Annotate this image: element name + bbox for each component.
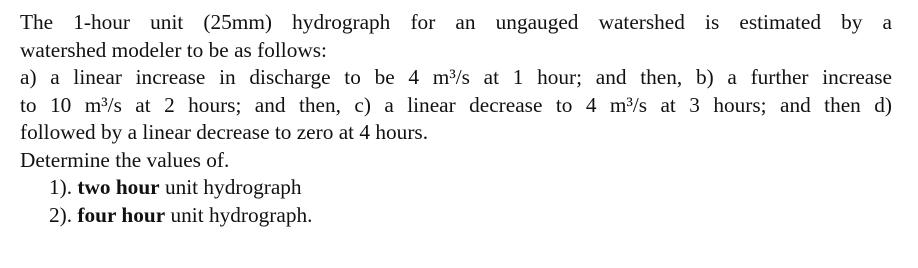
list-item-number: 2). xyxy=(49,202,78,227)
question-list xyxy=(20,174,892,229)
intro-line-2: watershed modeler to be as follows: xyxy=(20,37,327,62)
list-item xyxy=(20,174,892,202)
list-item xyxy=(20,202,892,230)
intro-paragraph xyxy=(20,9,892,174)
conditions-line-2: to 10 m³/s at 2 hours; and then, c) a linear decrease to 4 m³/s at 3 hours; and then d) xyxy=(20,92,892,117)
list-item-text: unit hydrograph. xyxy=(165,202,313,227)
list-item-number: 1). xyxy=(49,175,78,199)
list-item-text: unit hydrograph xyxy=(159,175,302,199)
conditions-line-3: followed by a linear decrease to zero at 4 hours. xyxy=(20,120,429,144)
list-item-emphasis: four hour xyxy=(77,202,166,227)
question-text: Determine the values of. xyxy=(20,147,230,172)
intro-line-1: The 1-hour unit (25mm) hydrograph for an ungauged watershed is estimated by a xyxy=(20,10,892,34)
list-item-emphasis: two hour xyxy=(77,175,160,199)
conditions-line-1: a) a linear increase in discharge to be 4 m³/s at 1 hour; and then, b) a further increase xyxy=(20,65,892,89)
problem-statement xyxy=(20,9,892,229)
